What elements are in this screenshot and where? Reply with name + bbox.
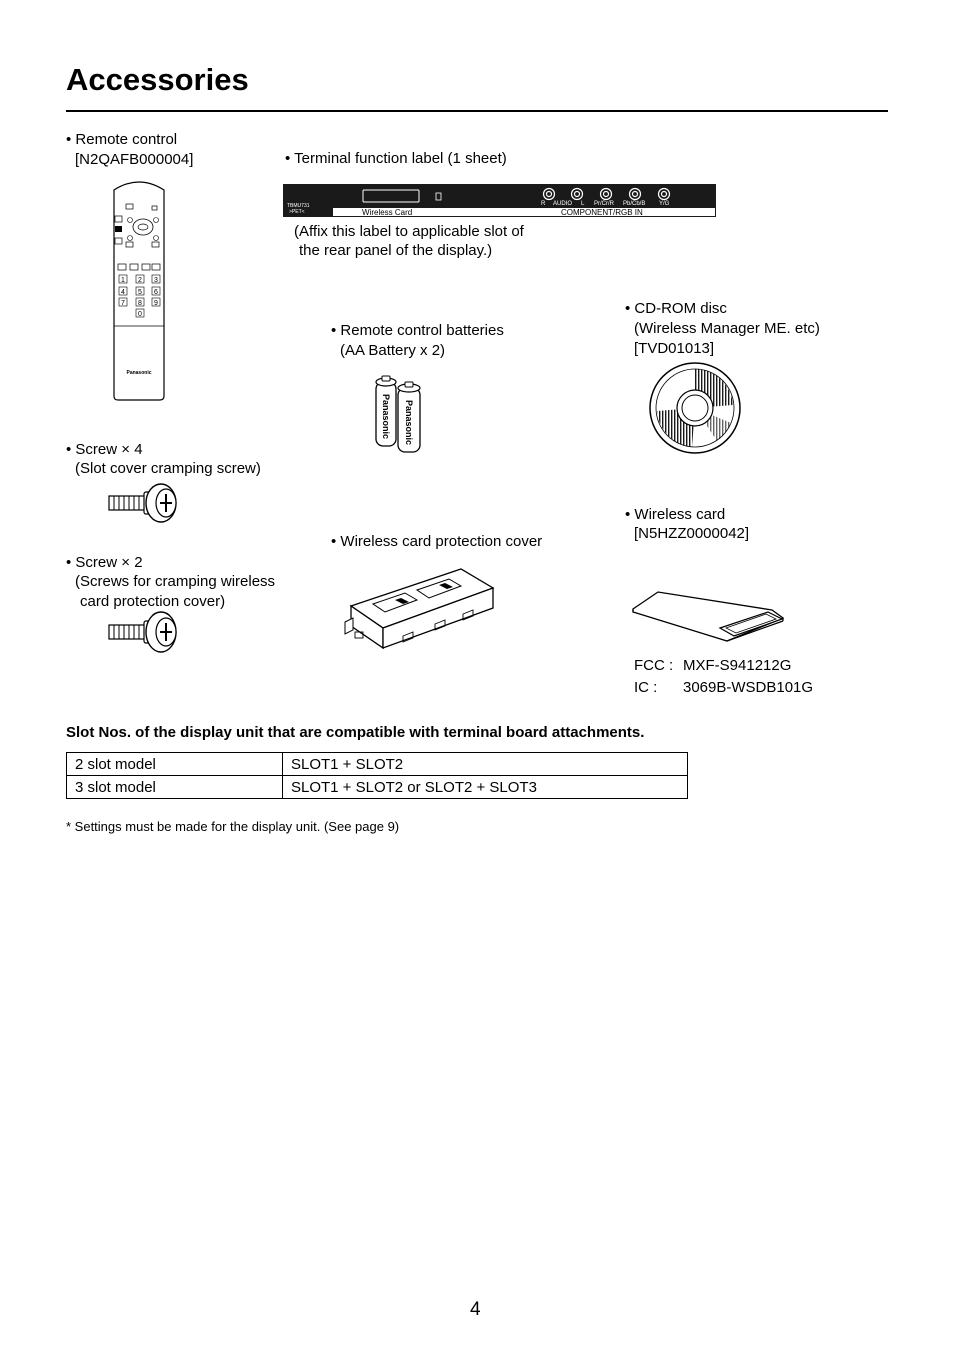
title-divider: [66, 110, 888, 112]
aa-batteries-image: [372, 374, 424, 456]
screw-4-description: (Slot cover cramping screw): [75, 460, 261, 477]
ic-value: 3069B-WSDB101G: [683, 679, 814, 696]
wireless-card-part-number: [N5HZZ0000042]: [634, 525, 750, 542]
svg-text:5: 5: [138, 289, 142, 296]
strip-y: Y/G: [659, 201, 670, 207]
page-number: 4: [470, 1299, 481, 1320]
strip-pb: Pb/Cb/B: [623, 201, 646, 207]
slot-compatibility-table: [66, 752, 688, 799]
battery-brand-2: Panasonic: [404, 400, 414, 446]
wireless-card-label: • Wireless card: [625, 506, 726, 523]
svg-text:7: 7: [121, 300, 125, 307]
svg-text:3: 3: [154, 277, 158, 284]
remote-control-part-number: [N2QAFB000004]: [75, 151, 194, 168]
terminal-label-title: • Terminal function label (1 sheet): [285, 150, 507, 167]
svg-text:1: 1: [121, 277, 125, 284]
strip-l: L: [581, 201, 585, 207]
svg-text:6: 6: [154, 289, 158, 296]
slot-model-cell: 3 slot model: [67, 776, 283, 799]
screw-4-label: • Screw × 4: [66, 441, 143, 458]
slot-value-cell: SLOT1 + SLOT2: [283, 753, 688, 776]
terminal-label-note-2: the rear panel of the display.): [299, 242, 493, 259]
remote-brand-logo: Panasonic: [126, 370, 152, 376]
page-title: Accessories: [66, 62, 249, 97]
strip-pr: Pr/Cr/R: [594, 201, 614, 207]
slot-model-cell: 2 slot model: [67, 753, 283, 776]
terminal-label-strip: [283, 184, 717, 218]
screw-2-description-2: card protection cover): [80, 593, 226, 610]
cdrom-part-number: [TVD01013]: [634, 340, 715, 357]
table-row: [67, 753, 688, 776]
slot-cover-screw-image: [106, 482, 180, 526]
strip-wireless-card: Wireless Card: [362, 208, 413, 217]
cdrom-description: (Wireless Manager ME. etc): [634, 320, 820, 337]
slot-value-cell: SLOT1 + SLOT2 or SLOT2 + SLOT3: [283, 776, 688, 799]
batteries-description: (AA Battery x 2): [340, 342, 446, 359]
svg-text:2: 2: [138, 277, 142, 284]
batteries-label: • Remote control batteries: [331, 322, 504, 339]
slot-compatibility-heading: Slot Nos. of the display unit that are compatible with terminal board attachments.: [66, 724, 645, 741]
strip-code-1: TBMU731: [287, 203, 310, 209]
svg-text:8: 8: [138, 300, 142, 307]
remote-control-image: [108, 176, 170, 402]
strip-audio: AUDIO: [553, 201, 573, 207]
fcc-label: FCC :: [634, 657, 674, 674]
strip-r: R: [541, 201, 546, 207]
battery-brand-1: Panasonic: [381, 394, 391, 440]
table-row: [67, 776, 688, 799]
svg-text:4: 4: [121, 289, 125, 296]
screw-2-label: • Screw × 2: [66, 554, 143, 571]
svg-text:9: 9: [154, 300, 158, 307]
fcc-value: MXF-S941212G: [683, 657, 792, 674]
strip-code-2: >PET<: [289, 209, 305, 215]
wireless-card-image: [630, 588, 788, 644]
protection-cover-label: • Wireless card protection cover: [331, 533, 543, 550]
terminal-label-note-1: (Affix this label to applicable slot of: [294, 223, 524, 240]
remote-control-label: • Remote control: [66, 131, 178, 148]
screw-2-description-1: (Screws for cramping wireless: [75, 573, 276, 590]
protection-cover-image: [343, 566, 497, 658]
settings-footnote: * Settings must be made for the display unit. (See page 9): [66, 819, 400, 834]
ic-label: IC :: [634, 679, 658, 696]
strip-component: COMPONENT/RGB IN: [561, 208, 643, 217]
svg-text:0: 0: [138, 311, 142, 318]
cover-screw-image: [106, 610, 180, 656]
cdrom-label: • CD-ROM disc: [625, 300, 727, 317]
cdrom-disc-image: [647, 361, 743, 457]
